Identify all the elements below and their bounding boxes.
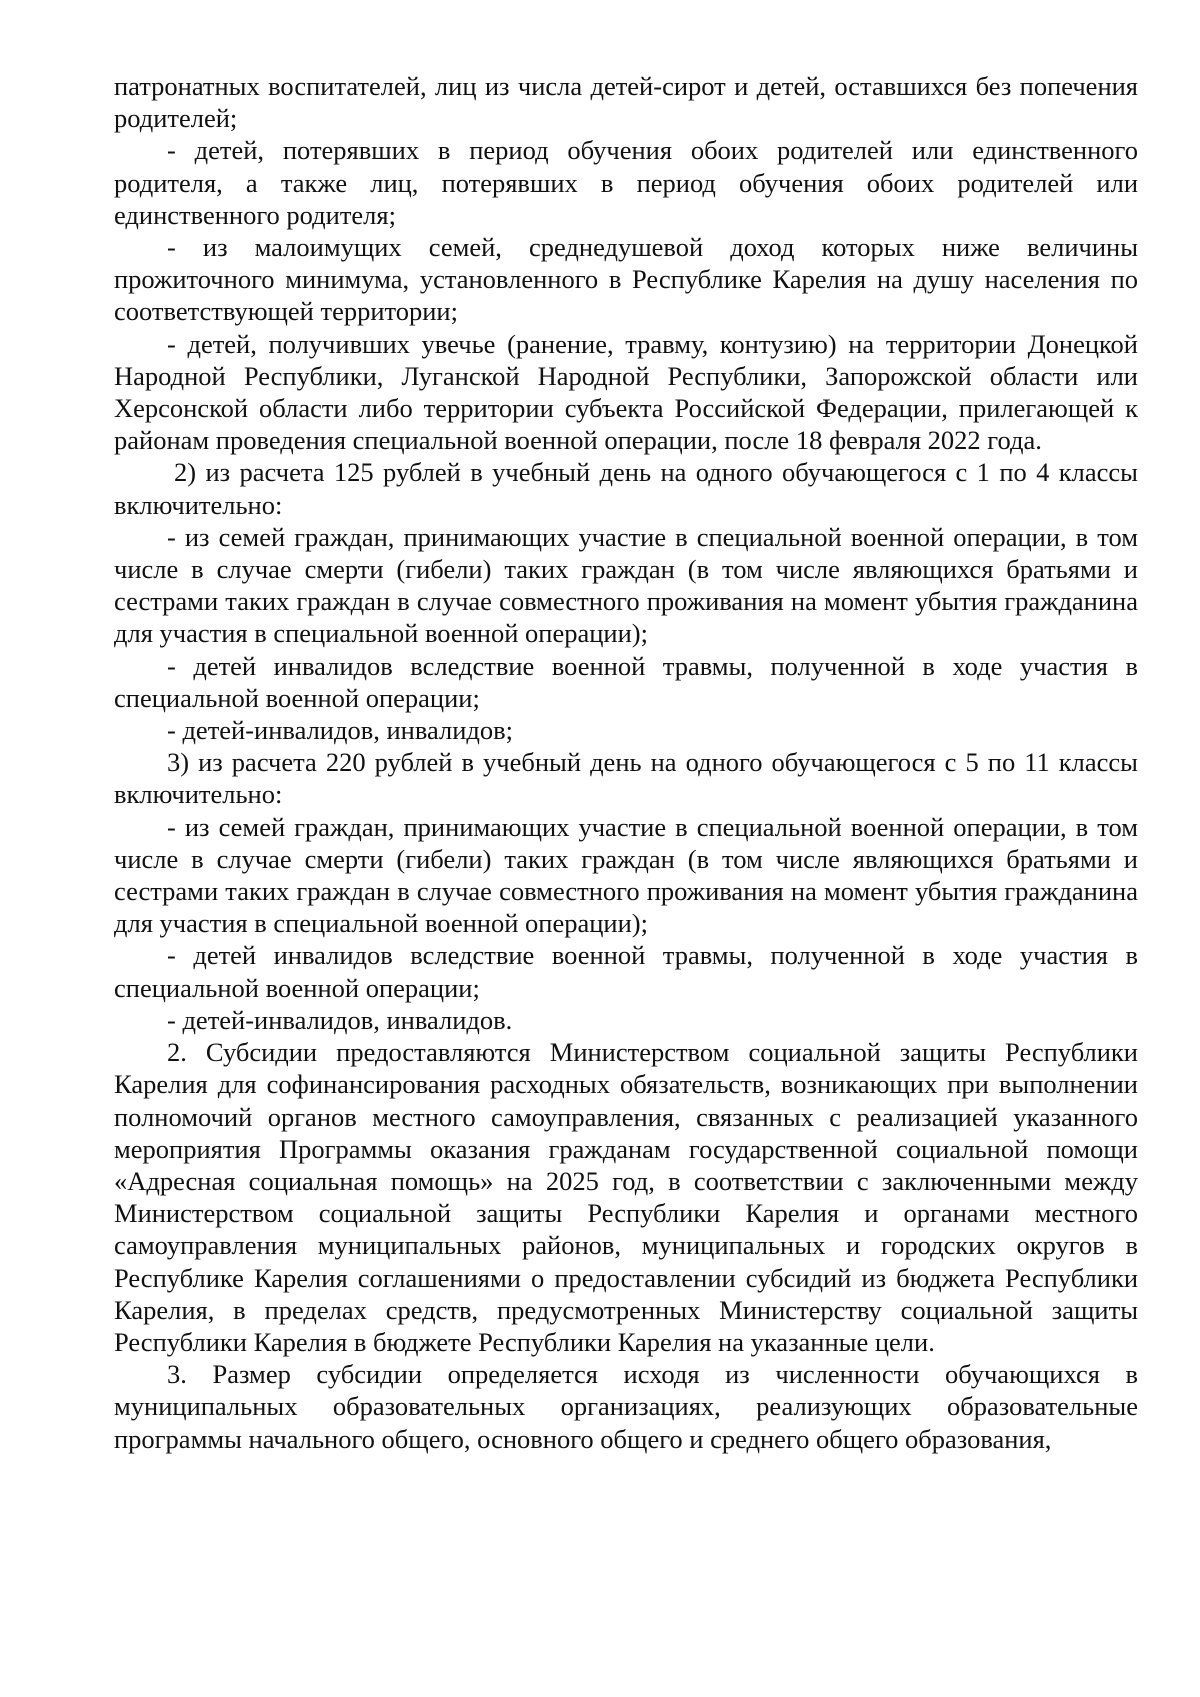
- list-item-orphans-lost-parents: - детей, потерявших в период обучения обоих родителей или единственного родителя, а также лиц, потерявших в период обучения обоих родителей или единственного родителя;: [114, 135, 1138, 230]
- section-3-subsidy-size: 3. Размер субсидии определяется исходя из численности обучающихся в муниципальных образовательных организациях, реализующих образовательные программы начального общего, основного общего и среднего общего образования,: [114, 1359, 1138, 1454]
- document-page: [114, 70, 1138, 1455]
- clause-2-125-rubles: 2) из расчета 125 рублей в учебный день на одного обучающегося с 1 по 4 классы включительно:: [114, 457, 1138, 520]
- paragraph-continuation: патронатных воспитателей, лиц из числа детей-сирот и детей, оставшихся без попечения родителей;: [114, 71, 1138, 134]
- list-item-disabled-2: - детей-инвалидов, инвалидов.: [167, 1004, 513, 1035]
- list-item-military-injury-1: - детей инвалидов вследствие военной травмы, полученной в ходе участия в специальной военной операции;: [114, 650, 1138, 713]
- section-2-subsidies: 2. Субсидии предоставляются Министерством социальной защиты Республики Карелия для софинансирования расходных обязательств, возникающих при выполнении полномочий органов местного самоуправления, связанных с реализацией указанного мероприятия Программы оказания гражданам государственной социальной помощи «Адресная социальная помощь» на 2025 год, в соответствии с заключенными между Министерством социальной защиты Республики Карелия и органами местного самоуправления муниципальных районов, муниципальных и городских округов в Республике Карелия соглашениями о предоставлении субсидий из бюджета Республики Карелия, в пределах средств, предусмотренных Министерству социальной защиты Республики Карелия в бюджете Республики Карелия на указанные цели.: [114, 1037, 1138, 1357]
- list-item-low-income: - из малоимущих семей, среднедушевой доход которых ниже величины прожиточного минимума, установленного в Республике Карелия на душу населения по соответствующей территории;: [114, 232, 1138, 327]
- clause-3-220-rubles: 3) из расчета 220 рублей в учебный день на одного обучающегося с 5 по 11 классы включительно:: [114, 747, 1138, 810]
- list-item-military-injury-2: - детей инвалидов вследствие военной травмы, полученной в ходе участия в специальной военной операции;: [114, 940, 1138, 1003]
- list-item-svo-families-2: - из семей граждан, принимающих участие в специальной военной операции, в том числе в случае смерти (гибели) таких граждан (в том числе являющихся братьями и сестрами таких граждан в случае совместного проживания на момент убытия гражданина для участия в специальной военной операции);: [114, 811, 1138, 939]
- list-item-svo-families-1: - из семей граждан, принимающих участие в специальной военной операции, в том числе в случае смерти (гибели) таких граждан (в том числе являющихся братьями и сестрами таких граждан в случае совместного проживания на момент убытия гражданина для участия в специальной военной операции);: [114, 521, 1138, 649]
- list-item-injured-children: - детей, получивших увечье (ранение, травму, контузию) на территории Донецкой Народной Республики, Луганской Народной Республики, Запорожской области или Херсонской области либо территории субъекта Российской Федерации, прилегающей к районам проведения специальной военной операции, после 18 февраля 2022 года.: [114, 328, 1138, 456]
- list-item-disabled-1: - детей-инвалидов, инвалидов;: [167, 715, 514, 746]
